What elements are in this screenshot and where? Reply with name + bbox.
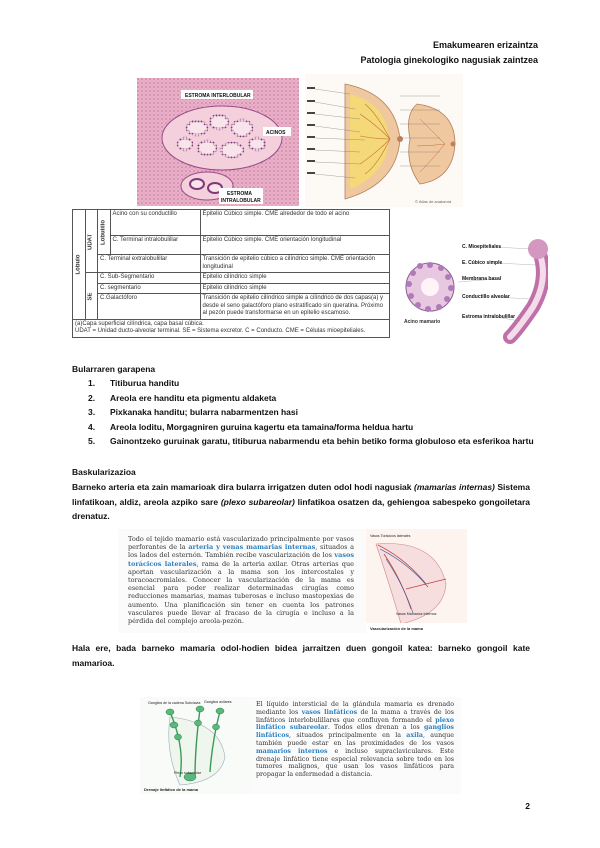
table-cell: C. segmentario [98, 283, 201, 294]
acinus-title: Acino mamario [404, 319, 441, 325]
acinus-image [398, 237, 548, 352]
header-topic-title: Patologia ginekologiko nagusiak zaintzea [360, 55, 538, 65]
development-list [88, 376, 538, 449]
breast-anatomy-image [305, 74, 463, 207]
table-cell: Epitelio Cúbico simple. CME orientación longitudinal [200, 236, 390, 255]
table-cell: Epitelio cilíndrico simple [200, 283, 390, 294]
lymph-label-plexus: Plexo subareolar [174, 771, 201, 775]
list-item: 4. Areola loditu, Morgagniren guruina kagertu eta tamaina/forma heldua hartu [88, 421, 414, 432]
lymph-scan-text: El líquido intersticial de la glándula mamaria es drenado mediante los vasos linfáticos de la mama a través de los linfáticos interlobulillares que confluyen formando el plexo linfático subareolar. Todos ellos drenan a los ganglios linfáticos, situados principalmente en la axila, aunque también puede estar en las proximidades de los vasos mamarios internos e incluso supraclaviculares. Este drenaje linfático tiene especial relevancia sobre todo en los tumores malignos, que usan los vasos linfáticos para propagar la enfermedad a distancia. [256, 701, 454, 779]
lymph-caption: Drenaje linfático de la mama [144, 787, 199, 792]
acinus-label-3: Membrana basal [462, 276, 502, 282]
list-item: 2. Areola ere handitu eta pigmentu aldaketa [88, 392, 277, 403]
section-title-development: Bularraren garapena [72, 364, 156, 374]
histology-image [137, 78, 299, 206]
table-cell: C. Sub-Segmentario [98, 273, 201, 284]
label-stroma-interlobular: ESTROMA INTERLOBULAR [185, 93, 251, 99]
table-side-lobulillo: Lobulillo [98, 210, 111, 255]
table-cell: Transición de epitelio cilíndrico simple a cilíndrico de dos capas(a) y desde el seno galactóforo plano estratificado sin queratina. Próximo al pezón puede transformarse en un epitelio escamoso. [200, 294, 390, 320]
section-title-vascularization: Baskularizazioa [72, 467, 136, 477]
table-cell: C.Galactóforo [98, 294, 201, 320]
label-acinos: ACINOS [266, 130, 286, 136]
vasc-diagram-caption: Vascularización de la mama [370, 626, 423, 631]
acinus-label-1: C. Mioepiteliales [462, 244, 502, 250]
table-cell: Acino con su conductillo [110, 210, 200, 236]
paragraph-lymph-chain: Hala ere, bada barneko mamaria odol-hodien bidea jarraitzen duen gongoil katea: barneko gongoil kate mamarioa. [72, 643, 530, 668]
acinus-label-4: Conductillo alveolar [462, 294, 510, 300]
table-side-se: SE [85, 273, 98, 320]
list-item: 5. Gainontzeko guruinak garatu, titiburua nabarmendu eta behin betiko forma globuloso eta esferikoa hartu [88, 436, 534, 446]
anatomy-credit: © Atlas de anatomía [415, 199, 452, 204]
lymph-label-supra: Ganglios de la cadena Subclavia [148, 701, 201, 705]
vasc-diagram-label-mid: Vasos Mamarios Internos [396, 612, 437, 616]
table-cell: C. Terminal extralobulillar [98, 255, 201, 273]
header-course-title: Emakumearen erizaintza [432, 40, 538, 50]
acinus-label-2: E. Cúbico simple [462, 260, 503, 266]
page-number: 2 [525, 801, 530, 811]
table-footnote: (a)Capa superficial cilíndrica, capa basal cúbica. UDAT = Unidad ducto-alveolar terminal. SE = Sistema excretor. C = Conducto. CME = Células mioepiteliales. [73, 319, 390, 337]
label-stroma-intralobular-2: INTRALOBULAR [221, 198, 261, 204]
list-item: 1. Titiburua handitu [88, 378, 180, 388]
lymph-scan-image [140, 697, 461, 794]
paragraph-vascularization: Barneko arteria eta zain mamarioak dira bularra irrigatzen duten odol hodi nagusiak (mamarias internas) Sistema linfatikoan, aldiz, areola azpiko sare (plexo subareolar) linfatikoa osatzen da, gehiengoa sabespeko gongoiletara drenatuz. [72, 482, 531, 521]
table-side-lobulo: Lóbulo [73, 210, 86, 320]
lymph-label-axillary: Ganglios axilares [204, 700, 232, 704]
table-cell: Transición de epitelio cúbico a cilíndrico simple. CME orientación longitudinal [200, 255, 390, 273]
list-item: 3. Pixkanaka handitu; bularra nabarmentzen hasi [88, 407, 299, 417]
lobulo-table [72, 209, 390, 364]
acinus-label-5: Estroma intralobulillar [462, 314, 516, 320]
table-side-udat: UDAT [85, 210, 98, 273]
vascularization-scan-image [118, 529, 467, 633]
table-cell: C. Terminal intralobulillar [110, 236, 200, 255]
table-cell: Epitelio cilíndrico simple [200, 273, 390, 284]
label-stroma-intralobular-1: ESTROMA [227, 191, 252, 197]
vasc-diagram-label-top: Vasos Torácicos laterales [370, 534, 411, 538]
vasc-scan-text: Todo el tejido mamario está vascularizado principalmente por vasos perforantes de la arteria y venas mamarias internas, situados a los lados del esternón. También recibe vascularización de los vasos torácicos laterales, rama de la arteria axilar. Otras arterias que aportan vascularización a la mama son los intercostales y toracoacromiales. Conocer la vascularización de la mama es esencial para poder realizar determinadas cirugías como reducciones mamarias, mamas tuberosas e incluso mastopexias de aumento. Una planificación sin tener en cuenta los patrones vasculares puede llevar al fracaso de la cirugía e incluso a la pérdida del complejo areola-pezón. [128, 535, 355, 626]
table-cell: Epitelio Cúbico simple. CME alrededor de todo el acino [200, 210, 390, 236]
